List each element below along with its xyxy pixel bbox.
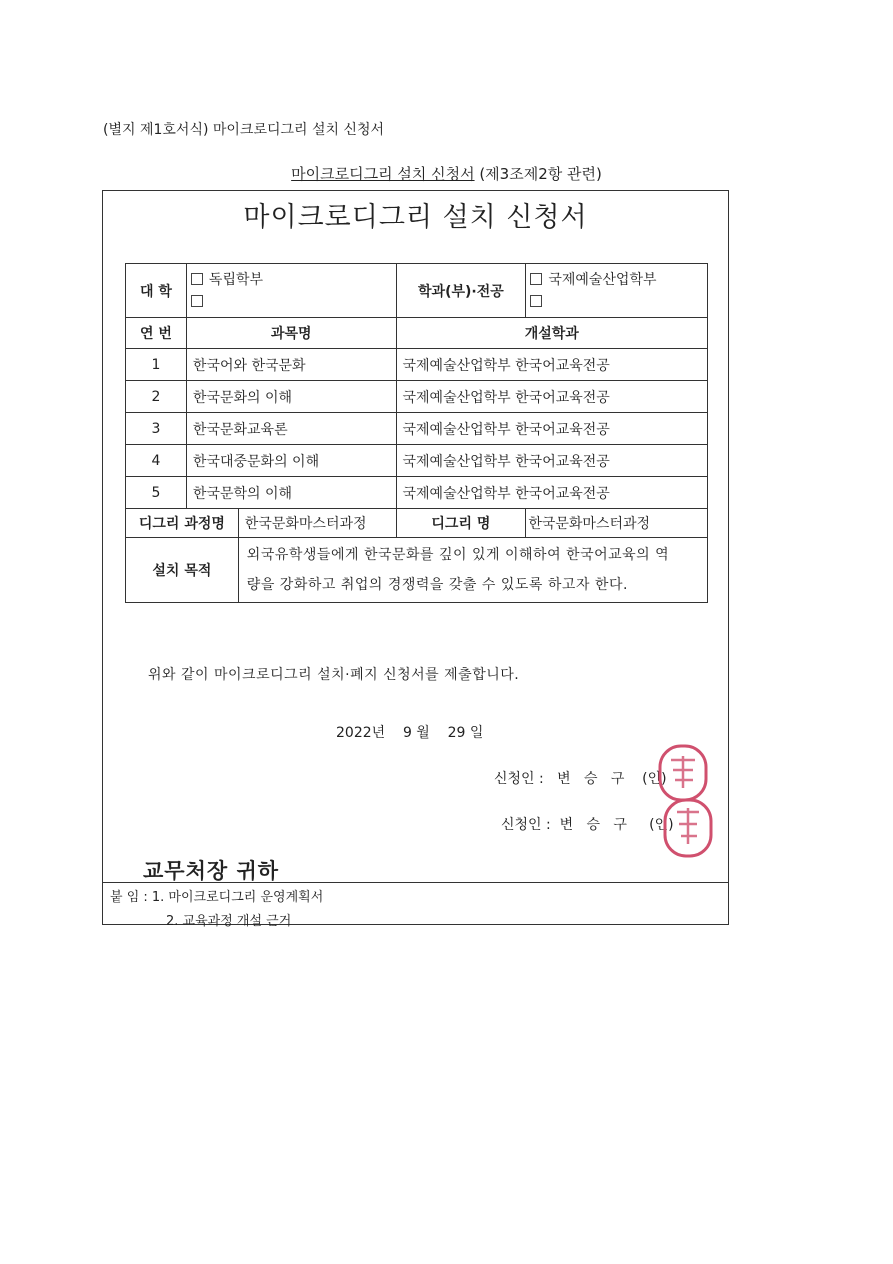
course-no: 4 [126, 445, 187, 477]
purpose-label: 설치 목적 [126, 538, 239, 603]
degree-name-value: 한국문화마스터과정 [526, 509, 708, 538]
course-row [126, 477, 708, 509]
course-row [126, 445, 708, 477]
header-dept: 개설학과 [396, 318, 708, 349]
course-header-row [126, 318, 708, 349]
course-dept: 국제예술산업학부 한국어교육전공 [396, 413, 708, 445]
course-no: 3 [126, 413, 187, 445]
form-title-suffix: (제3조제2항 관련) [474, 165, 602, 183]
college-row [126, 264, 708, 318]
course-subject: 한국문화교육론 [186, 413, 396, 445]
course-subject: 한국문화의 이해 [186, 381, 396, 413]
header-subject: 과목명 [186, 318, 396, 349]
college-option-2[interactable] [191, 291, 392, 313]
red-seal-stamp [655, 742, 713, 860]
attachment-line-2: 2. 교육과정 개설 근거 [166, 914, 292, 929]
course-dept: 국제예술산업학부 한국어교육전공 [396, 477, 708, 509]
checkbox-icon [530, 295, 542, 307]
department-option-1-label: 국제예술산업학부 [548, 271, 657, 288]
degree-name-label: 디그리 명 [396, 509, 526, 538]
course-subject: 한국문학의 이해 [186, 477, 396, 509]
applicant-signature-2: 신청인 : 변 승 구 (인) [501, 817, 674, 833]
course-no: 1 [126, 349, 187, 381]
attachment-divider [102, 882, 729, 883]
submission-statement: 위와 같이 마이크로디그리 설치·폐지 신청서를 제출합니다. [148, 667, 520, 683]
purpose-line-2: 량을 강화하고 취업의 경쟁력을 갖출 수 있도록 하고자 한다. [246, 577, 628, 593]
purpose-text [238, 538, 707, 603]
applicant-signature-1: 신청인 : 변 승 구 (인) [494, 771, 667, 787]
department-option-1[interactable] [530, 269, 703, 291]
form-number-label: (별지 제1호서식) 마이크로디그리 설치 신청서 [103, 122, 385, 138]
course-row [126, 413, 708, 445]
degree-row [126, 509, 708, 538]
course-no: 5 [126, 477, 187, 509]
addressee: 교무처장 귀하 [143, 859, 280, 883]
course-no: 2 [126, 381, 187, 413]
degree-course-value: 한국문화마스터과정 [238, 509, 396, 538]
college-label: 대 학 [126, 264, 187, 318]
purpose-row [126, 538, 708, 603]
department-option-2[interactable] [530, 291, 703, 313]
course-dept: 국제예술산업학부 한국어교육전공 [396, 349, 708, 381]
college-options [186, 264, 396, 318]
degree-course-label: 디그리 과정명 [126, 509, 239, 538]
submission-date: 2022년 9 월 29 일 [336, 725, 484, 741]
purpose-line-1: 외국유학생들에게 한국문화를 깊이 있게 이해하여 한국어교육의 역 [246, 547, 670, 563]
course-row [126, 381, 708, 413]
course-dept: 국제예술산업학부 한국어교육전공 [396, 445, 708, 477]
form-title-main: 마이크로디그리 설치 신청서 [291, 165, 475, 183]
document-title: 마이크로디그리 설치 신청서 [243, 202, 588, 233]
college-option-1-label: 독립학부 [208, 271, 264, 288]
course-dept: 국제예술산업학부 한국어교육전공 [396, 381, 708, 413]
checkbox-icon [191, 273, 203, 285]
header-no: 연 번 [126, 318, 187, 349]
application-table [125, 263, 708, 603]
attachment-line-1: 붙 임 : 1. 마이크로디그리 운영계획서 [110, 890, 324, 905]
checkbox-icon [191, 295, 203, 307]
course-row [126, 349, 708, 381]
course-subject: 한국어와 한국문화 [186, 349, 396, 381]
checkbox-icon [530, 273, 542, 285]
form-title [0, 163, 893, 184]
department-options [526, 264, 708, 318]
college-option-1[interactable] [191, 269, 392, 291]
department-label: 학과(부)·전공 [396, 264, 526, 318]
course-subject: 한국대중문화의 이해 [186, 445, 396, 477]
